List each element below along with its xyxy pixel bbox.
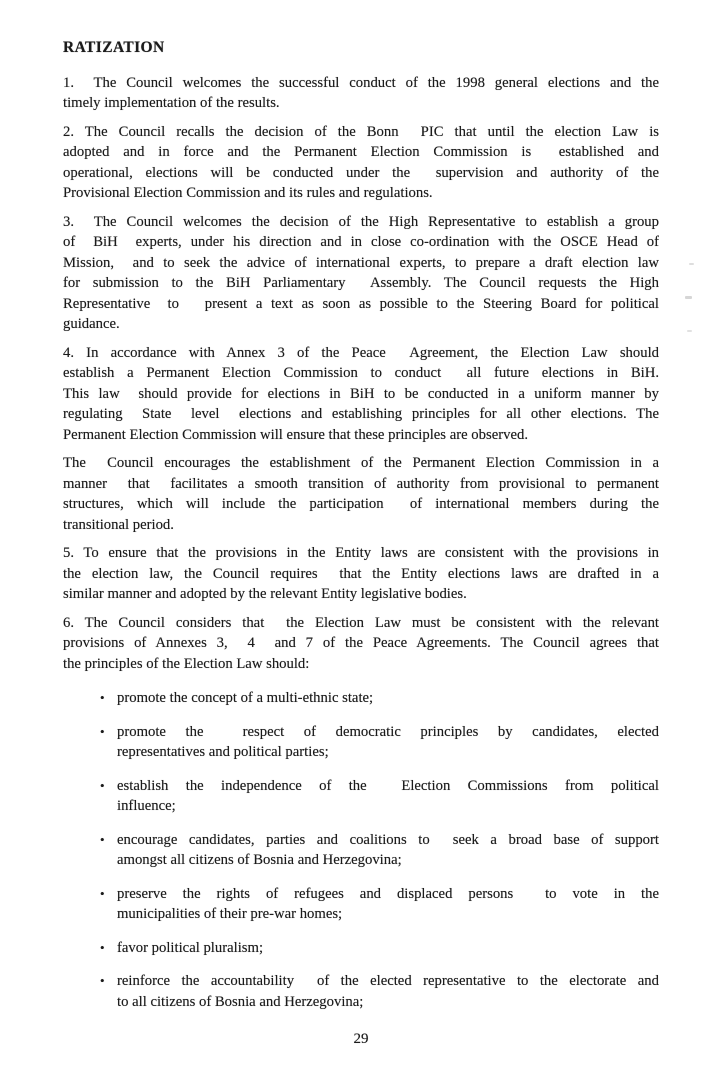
- bullet-item: [63, 688, 659, 709]
- paragraph: [63, 122, 659, 204]
- text-line: 1. The Council welcomes the successful conduct of the 1998 general elections and the: [63, 74, 659, 91]
- paragraph: [63, 73, 659, 114]
- text-line: transitional period.: [63, 516, 174, 533]
- bullet-icon: •: [100, 777, 105, 793]
- text-line: This law should provide for elections in BiH to be conducted in a uniform manner by: [63, 385, 659, 402]
- text-line: similar manner and adopted by the relevant Entity legislative bodies.: [63, 586, 467, 602]
- text-line: for submission to the BiH Parliamentary Assembly. The Council requests the High: [63, 275, 659, 291]
- text-line: 2. The Council recalls the decision of the Bonn PIC that until the election Law is: [63, 123, 659, 140]
- text-line: provisions of Annexes 3, 4 and 7 of the Peace Agreements. The Council agrees that: [63, 635, 659, 651]
- bullet-item: [63, 722, 659, 763]
- paragraph: [63, 343, 659, 446]
- bullet-text: [117, 722, 659, 763]
- scan-artifact: [687, 330, 692, 332]
- text-line: 5. To ensure that the provisions in the Entity laws are consistent with the provisions in: [63, 545, 659, 561]
- bullet-icon: •: [100, 885, 105, 901]
- text-line: RATIZATION: [63, 39, 165, 56]
- text-line: preserve the rights of refugees and displaced persons to vote in the: [117, 885, 659, 902]
- bullet-icon: •: [100, 973, 105, 988]
- bullet-icon: •: [100, 831, 105, 847]
- text-line: encourage candidates, parties and coalitions to seek a broad base of support: [117, 831, 659, 848]
- bullet-item: [63, 971, 659, 1012]
- text-line: representatives and political parties;: [117, 744, 329, 760]
- bullet-text: [117, 830, 659, 871]
- scan-artifact: [689, 263, 694, 265]
- text-line: The Council encourages the establishment of the Permanent Election Commission in a: [63, 455, 659, 471]
- paragraph: [63, 212, 659, 335]
- bullet-text: [117, 776, 659, 817]
- text-line: establish the independence of the Election Commissions from political: [117, 777, 659, 794]
- bullet-icon: •: [100, 690, 105, 705]
- text-line: operational, elections will be conducted under the supervision and authority of the: [63, 164, 659, 181]
- text-line: 6. The Council considers that the Election Law must be consistent with the relevant: [63, 614, 659, 631]
- text-line: Provisional Election Commission and its rules and regulations.: [63, 185, 433, 201]
- text-line: timely implementation of the results.: [63, 95, 280, 111]
- text-line: amongst all citizens of Bosnia and Herzegovina;: [117, 852, 402, 868]
- bullet-icon: •: [100, 939, 105, 955]
- bullet-item: [63, 830, 659, 871]
- text-line: promote the concept of a multi-ethnic state;: [117, 690, 374, 706]
- bullet-item: [63, 776, 659, 817]
- bullet-item: [63, 938, 659, 959]
- text-line: reinforce the accountability of the elected representative to the electorate and: [117, 973, 659, 989]
- text-line: the election law, the Council requires that the Entity elections laws are drafted in a: [63, 565, 659, 582]
- text-line: regulating State level elections and establishing principles for all other elections. The: [63, 406, 659, 422]
- paragraph: [63, 543, 659, 605]
- text-line: Mission, and to seek the advice of international experts, to prepare a draft election law: [63, 254, 659, 271]
- text-line: 3. The Council welcomes the decision of the High Representative to establish a group: [63, 213, 659, 230]
- text-line: to all citizens of Bosnia and Herzegovina;: [117, 993, 364, 1010]
- text-line: favor political pluralism;: [117, 939, 264, 956]
- document-content: [63, 38, 659, 1025]
- text-line: municipalities of their pre-war homes;: [117, 906, 343, 922]
- scan-artifact: [685, 296, 692, 299]
- text-line: Permanent Election Commission will ensure that these principles are observed.: [63, 426, 528, 443]
- bullet-text: [117, 938, 659, 959]
- bullet-item: [63, 884, 659, 925]
- bullet-text: [117, 688, 659, 709]
- text-line: guidance.: [63, 316, 120, 332]
- paragraph: [63, 613, 659, 675]
- text-line: Representative to present a text as soon as possible to the Steering Board for political: [63, 295, 659, 312]
- paragraph: [63, 453, 659, 535]
- text-line: of BiH experts, under his direction and in close co-ordination with the OSCE Head of: [63, 234, 659, 250]
- bullet-icon: •: [100, 723, 105, 739]
- page-number: 29: [353, 1031, 369, 1047]
- text-line: promote the respect of democratic principles by candidates, elected: [117, 723, 659, 740]
- text-line: manner that facilitates a smooth transition of authority from provisional to permanent: [63, 475, 659, 492]
- text-line: the principles of the Election Law should:: [63, 655, 310, 672]
- bullet-text: [117, 971, 659, 1012]
- bullet-text: [117, 884, 659, 925]
- text-line: structures, which will include the participation of international members during the: [63, 496, 659, 512]
- text-line: 4. In accordance with Annex 3 of the Peace Agreement, the Election Law should: [63, 344, 659, 361]
- text-line: influence;: [117, 798, 176, 814]
- text-line: establish a Permanent Election Commission to conduct all future elections in BiH.: [63, 365, 659, 381]
- section-heading: [63, 38, 659, 59]
- text-line: adopted and in force and the Permanent Election Commission is established and: [63, 144, 659, 160]
